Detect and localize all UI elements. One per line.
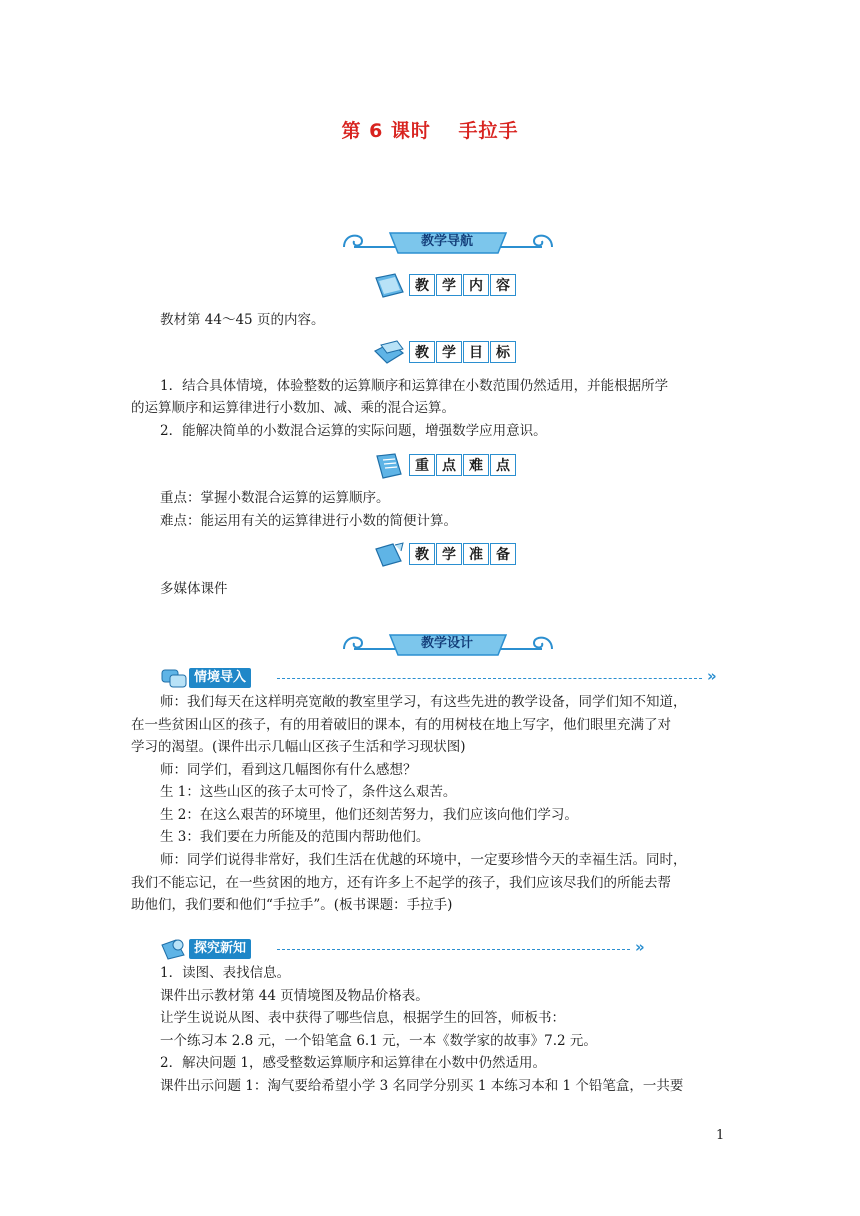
subheading-situation	[160, 666, 720, 692]
pencil-book-icon	[373, 541, 407, 569]
key-point-line: 难点：能运用有关的运算律进行小数的简便计算。	[160, 513, 457, 529]
heading-teaching-prep	[373, 540, 523, 570]
explore-line: 课件出示教材第 44 页情境图及物品价格表。	[160, 988, 429, 1004]
books-icon	[373, 339, 407, 367]
situation-line: 师：我们每天在这样明亮宽敞的教室里学习，有这些先进的教学设备，同学们知不知道，	[160, 694, 687, 710]
heading-char: 标	[490, 341, 516, 363]
heading-char: 重	[409, 454, 435, 476]
content-text: 教材第 44～45 页的内容。	[160, 312, 325, 328]
heading-char: 备	[490, 543, 516, 565]
heading-char: 目	[463, 341, 489, 363]
banner-teaching-design	[340, 629, 556, 659]
page-title: 第 6 课时 手拉手	[341, 120, 519, 142]
heading-char: 点	[490, 454, 516, 476]
explore-line: 1．读图、表找信息。	[160, 965, 291, 981]
situation-line: 在一些贫困山区的孩子，有的用着破旧的课本，有的用树枝在地上写字，他们眼里充满了对	[131, 717, 671, 733]
subheading-label: 情境导入	[189, 668, 251, 688]
heading-char: 容	[490, 274, 516, 296]
prep-text: 多媒体课件	[160, 581, 228, 597]
banner-teaching-nav	[340, 227, 556, 257]
dashed-divider	[277, 678, 702, 679]
dashed-divider	[277, 949, 630, 950]
heading-char: 准	[463, 543, 489, 565]
heading-char: 点	[436, 454, 462, 476]
heading-teaching-goals	[373, 338, 523, 368]
heading-char: 难	[463, 454, 489, 476]
explore-line: 2．解决问题 1，感受整数运算顺序和运算律在小数中仍然适用。	[160, 1055, 546, 1071]
goals-line: 1．结合具体情境，体验整数的运算顺序和运算律在小数范围仍然适用，并能根据所学	[160, 378, 669, 394]
heading-char: 学	[436, 274, 462, 296]
page-number: 1	[716, 1128, 725, 1143]
book-icon	[373, 272, 407, 300]
notebook-icon	[373, 452, 407, 480]
situation-line: 师：同学们说得非常好，我们生活在优越的环境中，一定要珍惜今天的幸福生活。同时，	[160, 852, 687, 868]
situation-line: 师：同学们，看到这几幅图你有什么感想？	[160, 762, 417, 778]
goals-line: 2．能解决简单的小数混合运算的实际问题，增强数学应用意识。	[160, 423, 547, 439]
heading-teaching-content	[373, 271, 523, 301]
key-point-line: 重点：掌握小数混合运算的运算顺序。	[160, 490, 390, 506]
explore-line: 让学生说说从图、表中获得了哪些信息，根据学生的回答，师板书：	[160, 1010, 565, 1026]
explore-line: 一个练习本 2.8 元，一个铅笔盒 6.1 元，一本《数学家的故事》7.2 元。	[160, 1033, 597, 1049]
heading-char: 教	[409, 341, 435, 363]
double-chevron-icon: »	[635, 938, 642, 956]
situation-line: 学习的渴望。(课件出示几幅山区孩子生活和学习现状图)	[131, 739, 466, 755]
situation-line: 助他们，我们要和他们“手拉手”。(板书课题：手拉手)	[131, 897, 453, 913]
heading-key-points	[373, 451, 523, 481]
banner-label: 教学设计	[420, 636, 473, 651]
goals-line: 的运算顺序和运算律进行小数加、减、乘的混合运算。	[131, 400, 455, 416]
heading-char: 学	[436, 543, 462, 565]
subheading-label: 探究新知	[189, 939, 251, 959]
subheading-explore	[160, 937, 720, 963]
chat-icon	[160, 666, 188, 690]
double-chevron-icon: »	[707, 667, 714, 685]
explore-line: 课件出示问题 1：淘气要给希望小学 3 名同学分别买 1 本练习本和 1 个铅笔盒，一共要	[160, 1078, 684, 1094]
heading-char: 教	[409, 543, 435, 565]
heading-char: 学	[436, 341, 462, 363]
banner-label: 教学导航	[420, 234, 473, 249]
heading-char: 内	[463, 274, 489, 296]
situation-line: 生 3：我们要在力所能及的范围内帮助他们。	[160, 829, 430, 845]
situation-line: 生 2：在这么艰苦的环境里，他们还刻苦努力，我们应该向他们学习。	[160, 807, 578, 823]
heading-char: 教	[409, 274, 435, 296]
magnifier-book-icon	[160, 937, 188, 961]
situation-line: 我们不能忘记，在一些贫困的地方，还有许多上不起学的孩子，我们应该尽我们的所能去帮	[131, 875, 671, 891]
situation-line: 生 1：这些山区的孩子太可怜了，条件这么艰苦。	[160, 784, 457, 800]
